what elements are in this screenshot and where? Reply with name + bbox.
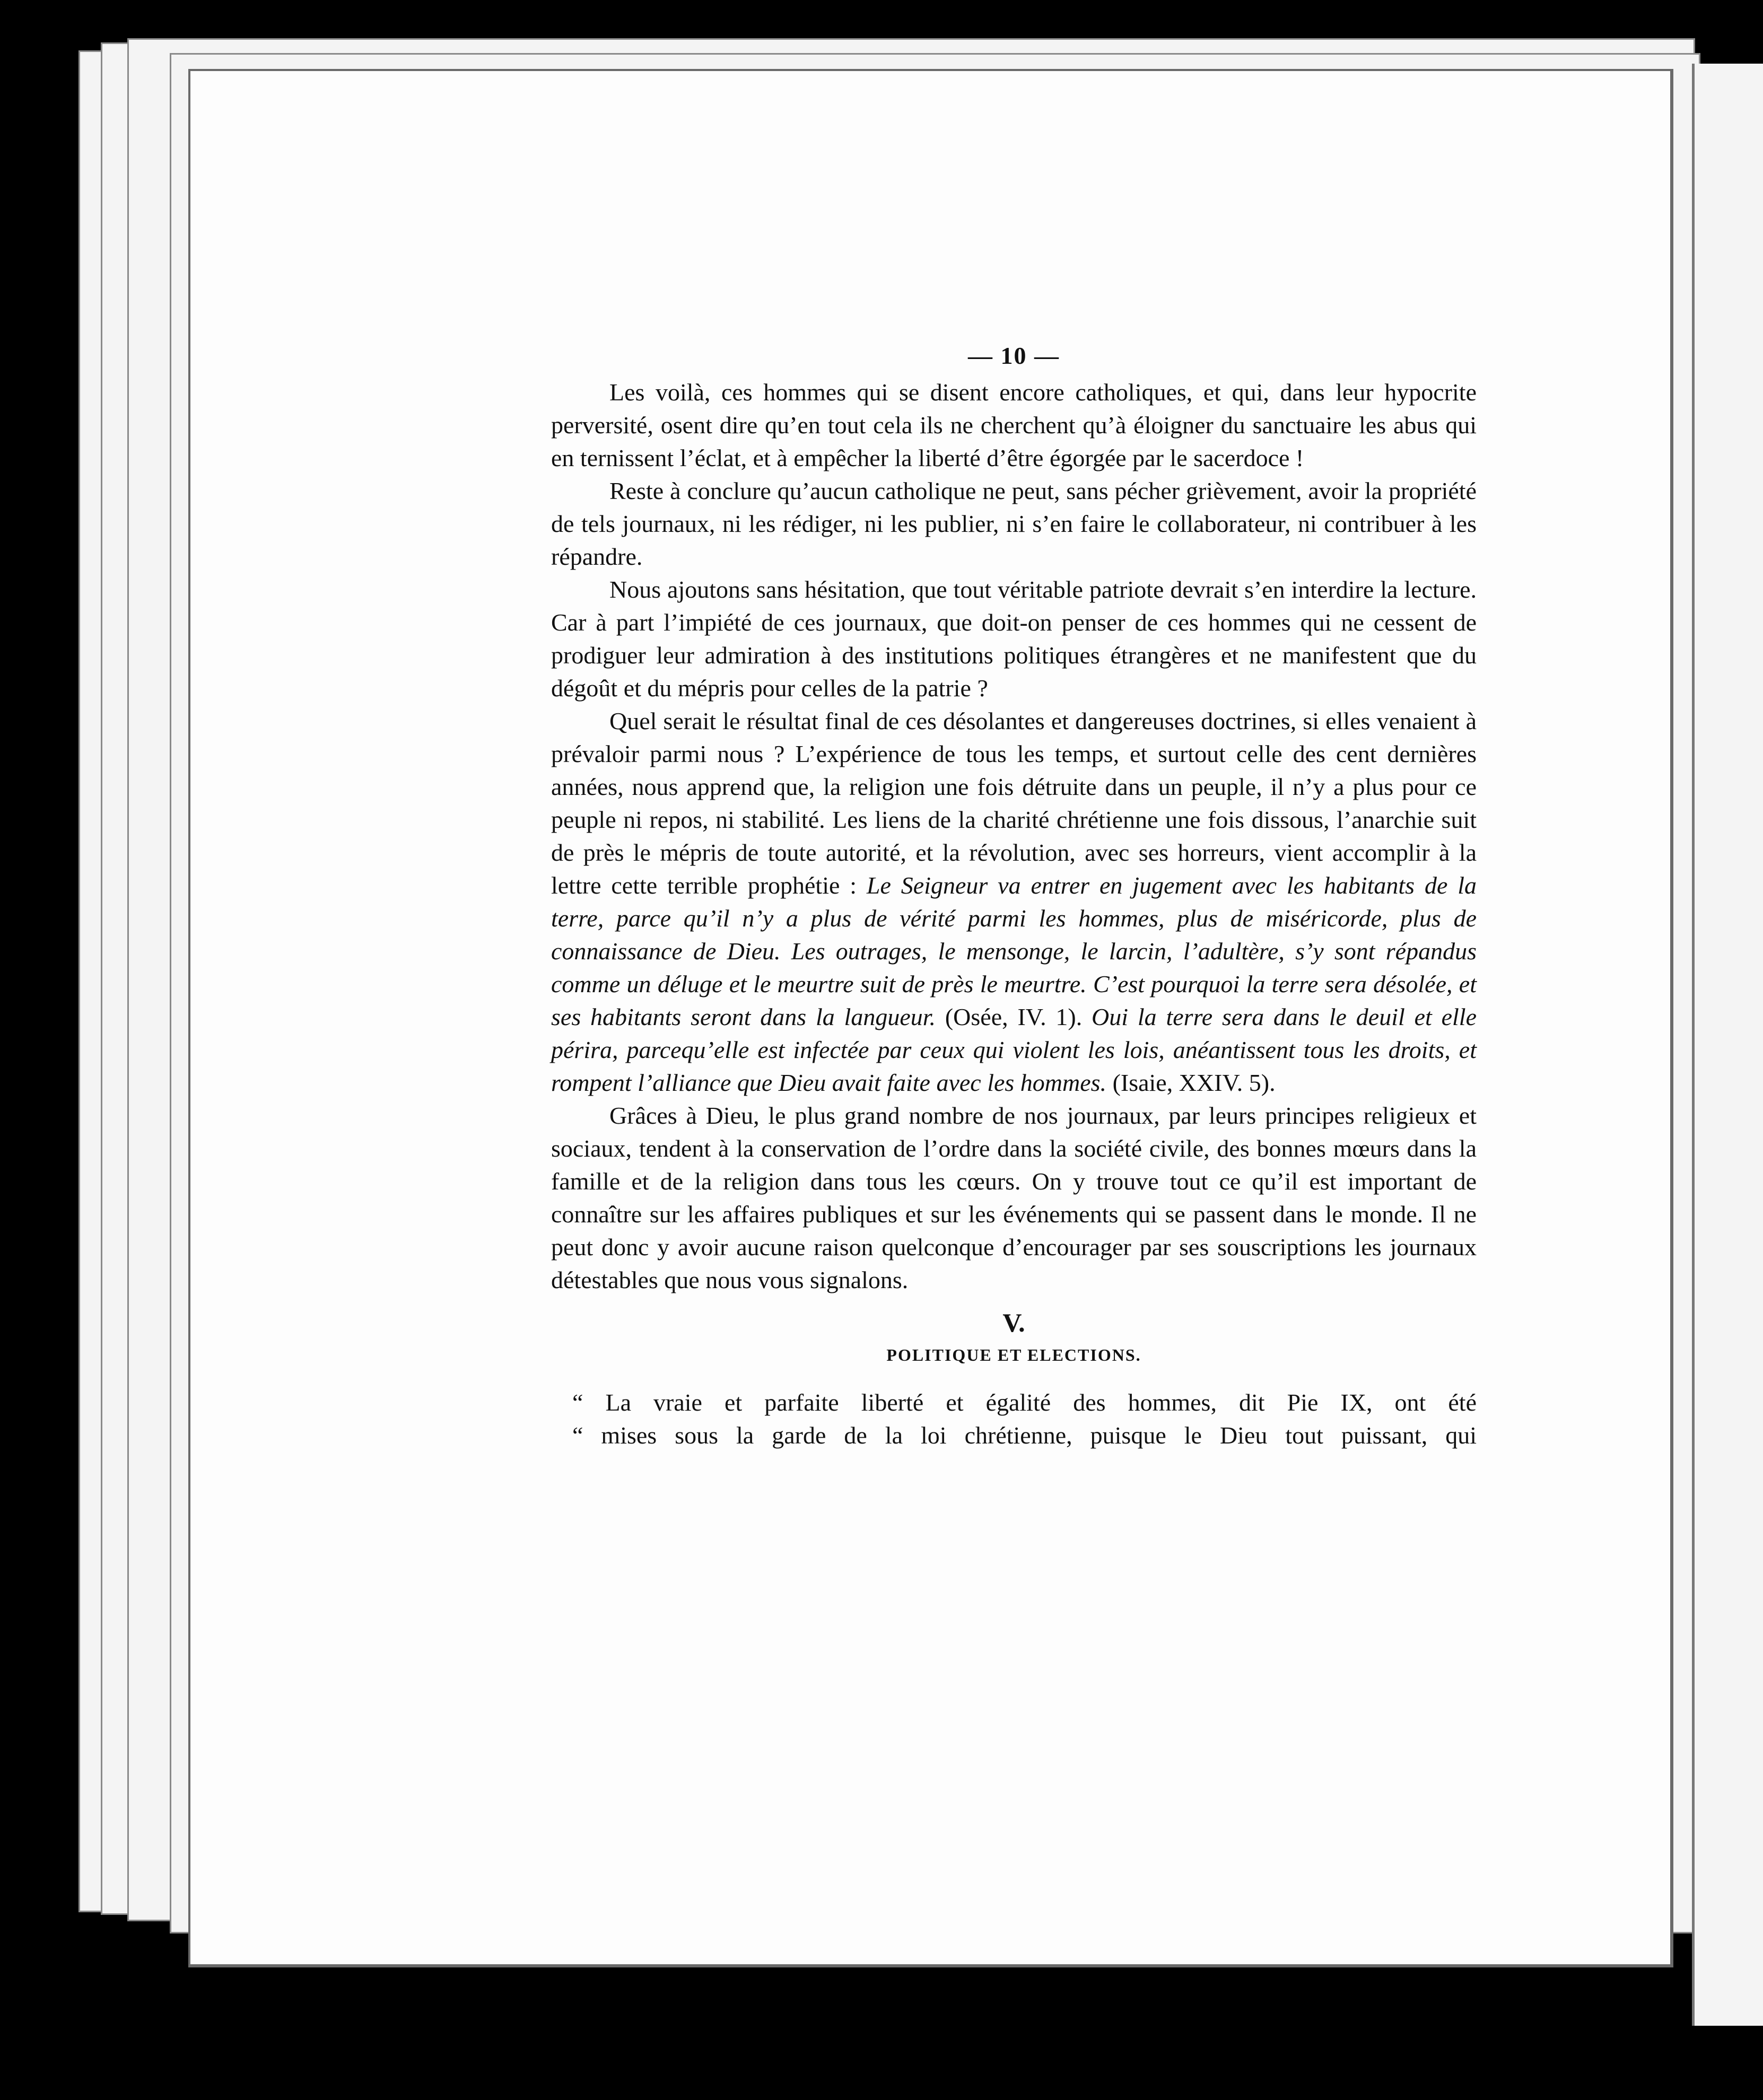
text-block: [551, 342, 1477, 1452]
scripture-quote: Oui la terre sera dans le deuil et elle périra, parcequ’elle est infectée par ceux qui violent les lois, anéantissent tous les droits, et rompent l’alliance que Dieu avait faite avec les hommes.: [551, 1003, 1477, 1096]
quotation-line: “ mises sous la garde de la loi chrétienne, puisque le Dieu tout puissant, qui: [572, 1422, 1477, 1449]
paragraph: Reste à conclure qu’aucun catholique ne peut, sans pécher grièvement, avoir la propriété de tels journaux, ni les rédiger, ni les publier, ni s’en faire le collaborateur, ni contribuer à les répandre.: [551, 477, 1477, 570]
scripture-reference: (Osée, IV. 1).: [936, 1003, 1092, 1030]
section-number: V.: [1002, 1308, 1025, 1337]
paragraph-with-quotation: [551, 705, 1477, 1099]
page-number: — 10 —: [968, 342, 1060, 369]
scripture-quote: Le Seigneur va entrer en jugement avec les habitants de la terre, parce qu’il n’y a plus de vérité parmi les hommes, plus de miséricorde, plus de connaissance de Dieu. Les outrages, le mensonge, le larcin, l’adultère, s’y sont répandus comme un déluge et le meurtre suit de près le meurtre. C’est pourquoi la terre sera désolée, et ses habitants seront dans la langueur.: [551, 872, 1477, 1030]
paragraph: Les voilà, ces hommes qui se disent encore catholiques, et qui, dans leur hypocrite perversité, osent dire qu’en tout cela ils ne cherchent qu’à éloigner du sanctuaire les abus qui en ternissent l’éclat, et à empêcher la liberté d’être égorgée par le sacerdoce !: [551, 379, 1477, 471]
section-title: POLITIQUE ET ELECTIONS.: [886, 1345, 1141, 1364]
paragraph-text: Quel serait le résultat final de ces désolantes et dangereuses doctrines, si elles venaient à prévaloir parmi nous ? L’expérience de tous les temps, et surtout celle des cent dernières années, nous apprend que, la religion une fois détruite dans un peuple, il n’y a plus pour ce peuple ni repos, ni stabilité. Les liens de la charité chrétienne une fois dissous, l’anarchie suit de près le mépris de toute autorité, et la révolution, avec ses horreurs, vient accomplir à la lettre cette terrible prophétie :: [551, 707, 1477, 899]
paragraph: Grâces à Dieu, le plus grand nombre de nos journaux, par leurs principes religieux et sociaux, tendent à la conservation de l’ordre dans la société civile, des bonnes mœurs dans la famille et de la religion dans tous les cœurs. On y trouve tout ce qu’il est important de connaître sur les affaires publiques et sur les événements qui se passent dans le monde. Il ne peut donc y avoir aucune raison quelconque d’encourager par ses souscriptions les journaux détestables que nous vous signalons.: [551, 1102, 1477, 1293]
adjacent-page-edge: [1692, 64, 1763, 2026]
quotation-line: “ La vraie et parfaite liberté et égalité des hommes, dit Pie IX, ont été: [572, 1389, 1477, 1416]
scripture-reference: (Isaie, XXIV. 5).: [1106, 1069, 1276, 1096]
paragraph: Nous ajoutons sans hésitation, que tout véritable patriote devrait s’en interdire la lecture. Car à part l’impiété de ces journaux, que doit-on penser de ces hommes qui ne cessent de prodiguer leur admiration à des institutions politiques étrangères et ne manifestent que du dégoût et du mépris pour celles de la patrie ?: [551, 576, 1477, 702]
document-page: [188, 69, 1673, 1967]
